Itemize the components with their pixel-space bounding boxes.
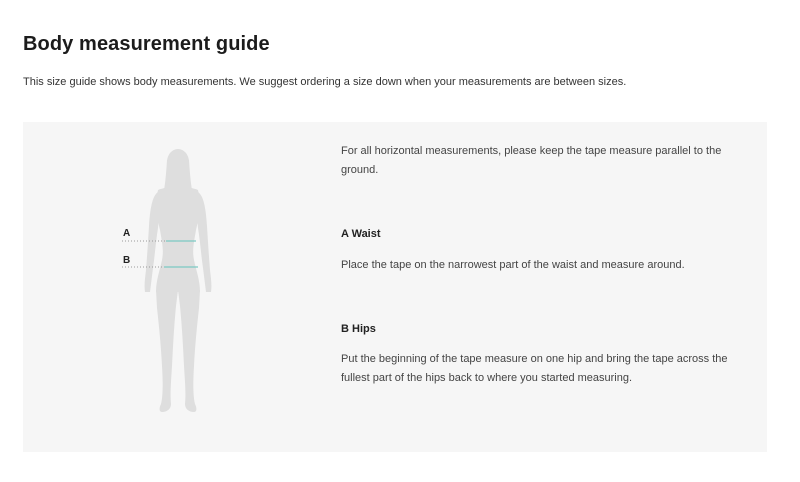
measurement-panel <box>23 122 767 452</box>
marker-b: B <box>123 255 131 266</box>
body-silhouette-icon <box>118 146 238 416</box>
waist-instructions: Place the tape on the narrowest part of the waist and measure around. <box>341 259 685 271</box>
hips-instructions: Put the beginning of the tape measure on one hip and bring the tape across the fullest part of the hips back to where you started measuring. <box>341 353 728 384</box>
intro-text: This size guide shows body measurements. We suggest ordering a size down when your measurements are between sizes. <box>23 76 627 88</box>
waist-heading: A Waist <box>341 228 381 240</box>
hips-heading: B Hips <box>341 323 376 335</box>
marker-a: A <box>123 228 131 239</box>
general-note: For all horizontal measurements, please keep the tape measure parallel to the ground. <box>341 145 722 176</box>
page-title: Body measurement guide <box>23 33 270 55</box>
body-figure <box>118 146 238 416</box>
